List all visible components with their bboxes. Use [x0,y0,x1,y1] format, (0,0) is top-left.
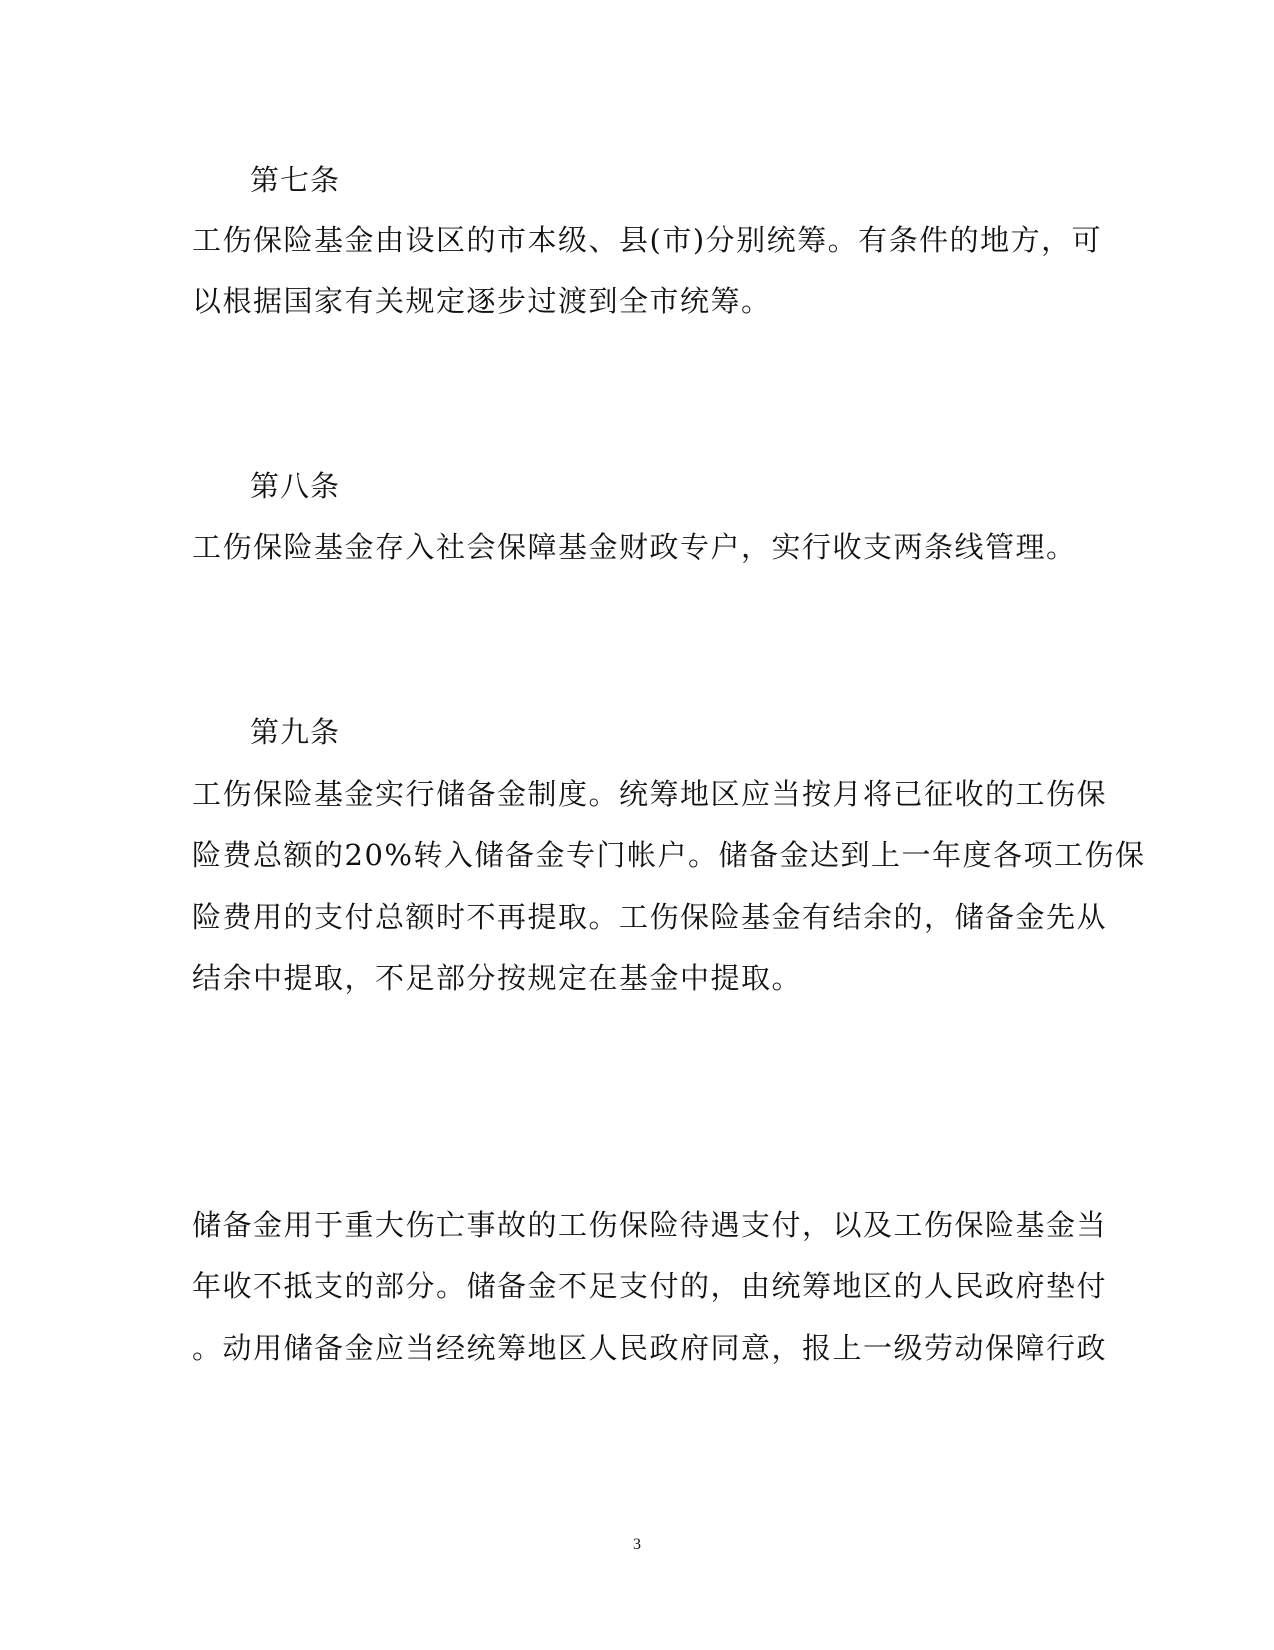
paragraph-line-3: 。动用储备金应当经统筹地区人民政府同意，报上一级劳动保障行政 [192,1331,1108,1365]
page-number: 3 [633,1536,641,1553]
article-8-heading: 第八条 [250,469,341,503]
article-9-heading: 第九条 [250,715,341,749]
article-7-line-1: 工伤保险基金由设区的市本级、县(市)分别统筹。有条件的地方，可 [192,223,1103,257]
article-7-heading: 第七条 [250,163,341,197]
article-9-line-1: 工伤保险基金实行储备金制度。统筹地区应当按月将已征收的工伤保 [192,777,1108,811]
paragraph-line-1: 储备金用于重大伤亡事故的工伤保险待遇支付，以及工伤保险基金当 [192,1208,1108,1242]
article-8-line-1: 工伤保险基金存入社会保障基金财政专户，实行收支两条线管理。 [192,530,1077,564]
article-9-line-2: 险费总额的20%转入储备金专门帐户。储备金达到上一年度各项工伤保 [192,838,1146,872]
article-9-line-3: 险费用的支付总额时不再提取。工伤保险基金有结余的，储备金先从 [192,900,1108,934]
article-7-line-2: 以根据国家有关规定逐步过渡到全市统筹。 [192,284,772,318]
paragraph-line-2: 年收不抵支的部分。储备金不足支付的，由统筹地区的人民政府垫付 [192,1269,1108,1303]
article-9-line-4: 结余中提取，不足部分按规定在基金中提取。 [192,961,803,995]
